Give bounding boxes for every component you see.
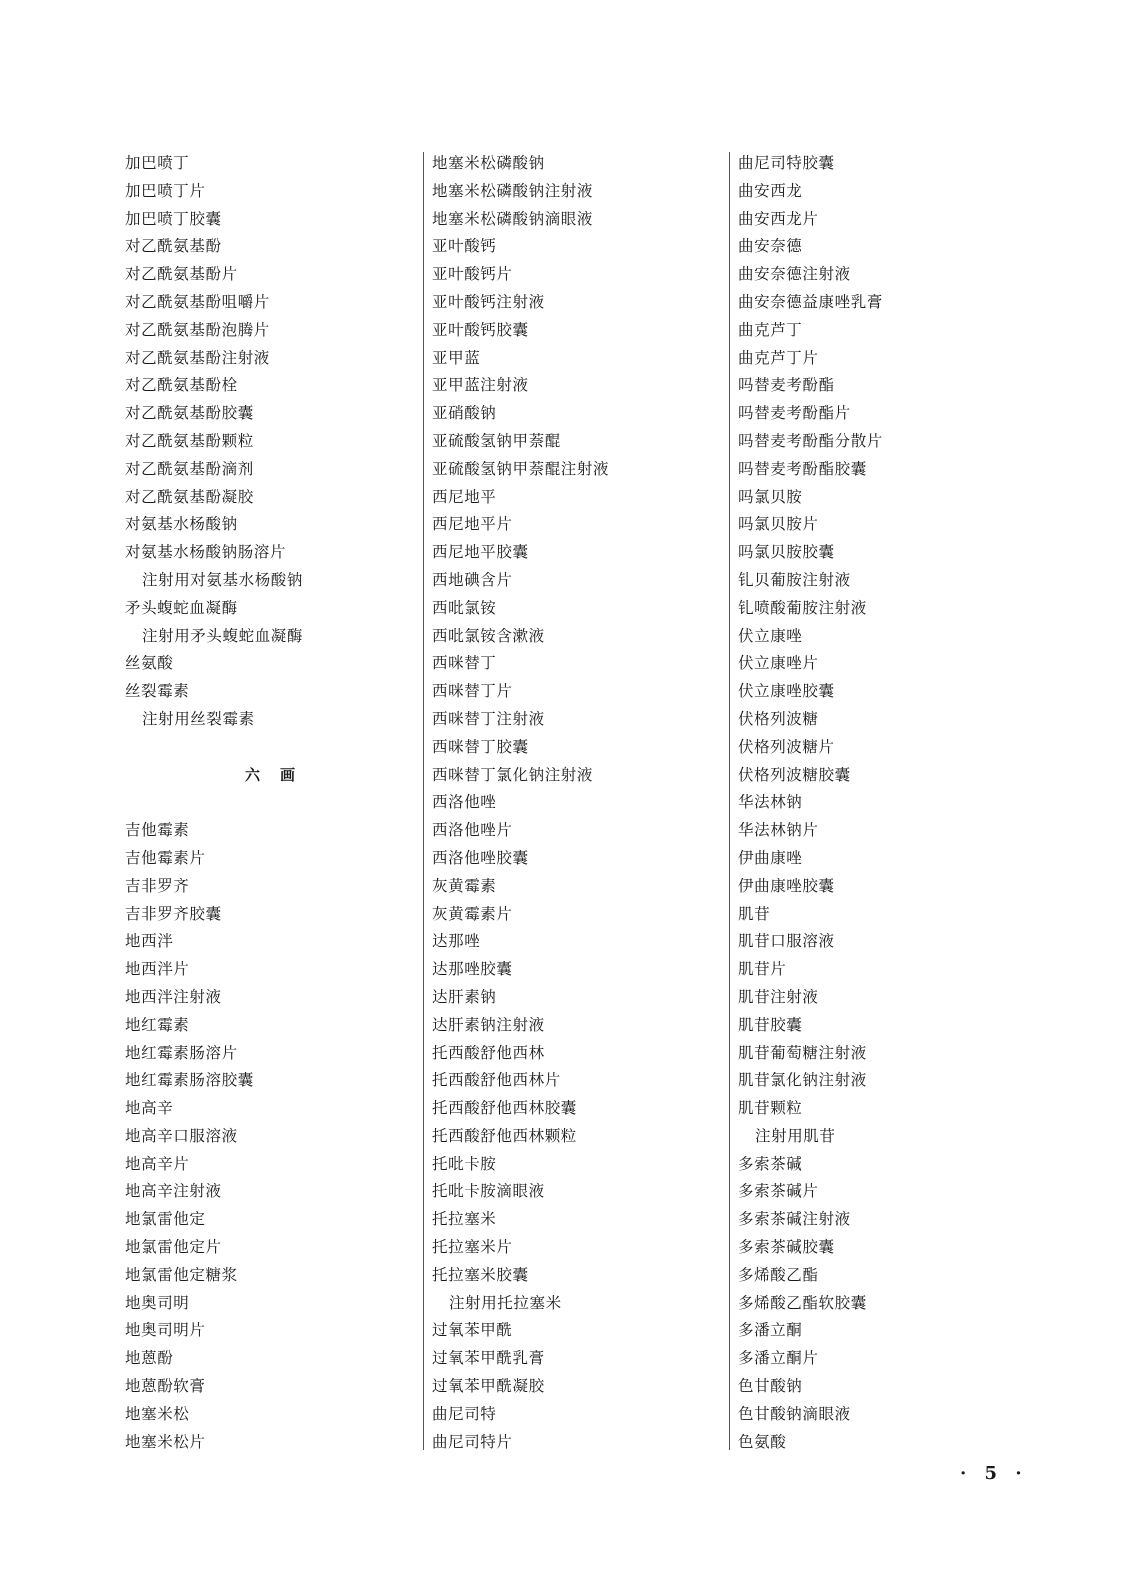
- index-entry: 过氧苯甲酰乳膏: [432, 1349, 545, 1368]
- index-entry: 对乙酰氨基酚注射液: [125, 348, 270, 367]
- index-entry: 地奥司明: [125, 1293, 190, 1312]
- index-entry: 托拉塞米: [432, 1210, 497, 1229]
- index-entry: 色氨酸: [738, 1432, 787, 1451]
- index-entry: 地高辛注射液: [125, 1182, 222, 1201]
- index-entry: 曲安西龙片: [738, 209, 819, 228]
- index-entry: 地氯雷他定片: [125, 1238, 222, 1257]
- index-column-2: [432, 150, 722, 1456]
- index-column-3: [738, 150, 1038, 1456]
- index-entry: 丝氨酸: [125, 654, 174, 673]
- index-entry: 曲克芦丁: [738, 320, 803, 339]
- index-entry: 托拉塞米片: [432, 1238, 513, 1257]
- index-entry: 地红霉素肠溶片: [125, 1043, 238, 1062]
- index-entry: 达肝素钠: [432, 987, 497, 1006]
- index-entry: 西地碘含片: [432, 570, 513, 589]
- index-entry: 曲克芦丁片: [738, 348, 819, 367]
- index-entry: 吗氯贝胺胶囊: [738, 543, 835, 562]
- index-entry: 华法林钠片: [738, 821, 819, 840]
- column-divider-2: [729, 152, 730, 1450]
- index-entry: 多潘立酮: [738, 1321, 803, 1340]
- index-entry: 地蒽酚软膏: [125, 1377, 206, 1396]
- page-number: · 5 ·: [960, 1463, 1028, 1484]
- index-entry: 西尼地平胶囊: [432, 543, 529, 562]
- index-entry: 多索茶碱胶囊: [738, 1238, 835, 1257]
- index-entry: 地西泮片: [125, 960, 190, 979]
- index-entry: 对乙酰氨基酚: [125, 237, 222, 256]
- index-entry: 地塞米松磷酸钠: [432, 154, 545, 172]
- index-entry: 亚硫酸氢钠甲萘醌注射液: [432, 459, 610, 478]
- spacer: [125, 789, 415, 817]
- index-entry: 色甘酸钠: [738, 1377, 803, 1396]
- index-entry: 西咪替丁片: [432, 682, 513, 701]
- index-entry: 吉他霉素: [125, 821, 190, 840]
- spacer: [125, 734, 415, 762]
- index-entry: 多烯酸乙酯: [738, 1265, 819, 1284]
- index-entry: 伏立康唑: [738, 626, 803, 645]
- index-entry: 肌苷: [738, 904, 771, 923]
- index-entry: 地奥司明片: [125, 1321, 206, 1340]
- index-entry: 肌苷葡萄糖注射液: [738, 1043, 867, 1062]
- index-entry: 地蒽酚: [125, 1349, 174, 1368]
- index-entry: 地红霉素肠溶胶囊: [125, 1071, 254, 1090]
- index-entry: 地塞米松磷酸钠滴眼液: [432, 209, 594, 228]
- index-entry: 吗氯贝胺: [738, 487, 803, 506]
- index-entry: 对乙酰氨基酚泡腾片: [125, 320, 270, 339]
- index-entry: 肌苷注射液: [738, 987, 819, 1006]
- index-entry: 西咪替丁注射液: [432, 709, 545, 728]
- index-entry: 西咪替丁胶囊: [432, 737, 529, 756]
- index-entry: 达那唑胶囊: [432, 960, 513, 979]
- index-entry: 伏立康唑片: [738, 654, 819, 673]
- index-entry: 地塞米松片: [125, 1432, 206, 1451]
- index-entry: 吗氯贝胺片: [738, 515, 819, 534]
- index-entry: 钆喷酸葡胺注射液: [738, 598, 867, 617]
- index-entry: 亚叶酸钙片: [432, 265, 513, 284]
- index-entry: 曲尼司特片: [432, 1432, 513, 1451]
- index-entry: 华法林钠: [738, 793, 803, 812]
- index-entry: 注射用丝裂霉素: [142, 709, 255, 728]
- index-entry: 吗替麦考酚酯: [738, 376, 835, 395]
- index-entry: 伊曲康唑胶囊: [738, 876, 835, 895]
- index-entry: 吗替麦考酚酯分散片: [738, 431, 883, 450]
- index-entry: 亚硝酸钠: [432, 404, 497, 423]
- index-entry: 过氧苯甲酰凝胶: [432, 1377, 545, 1396]
- index-entry: 对乙酰氨基酚栓: [125, 376, 238, 395]
- index-entry: 地红霉素: [125, 1015, 190, 1034]
- index-entry: 吉非罗齐胶囊: [125, 904, 222, 923]
- index-entry: 伊曲康唑: [738, 848, 803, 867]
- index-entry: 西洛他唑: [432, 793, 497, 812]
- index-entry: 地西泮注射液: [125, 987, 222, 1006]
- index-entry: 地氯雷他定: [125, 1210, 206, 1229]
- index-entry: 吗替麦考酚酯片: [738, 404, 851, 423]
- index-entry: 肌苷颗粒: [738, 1099, 803, 1118]
- index-entry: 托西酸舒他西林片: [432, 1071, 561, 1090]
- index-entry: 加巴喷丁片: [125, 181, 206, 200]
- index-entry: 丝裂霉素: [125, 682, 190, 701]
- index-entry: 多潘立酮片: [738, 1349, 819, 1368]
- index-entry: 对乙酰氨基酚颗粒: [125, 431, 254, 450]
- index-entry: 对乙酰氨基酚滴剂: [125, 459, 254, 478]
- index-entry: 西咪替丁氯化钠注射液: [432, 765, 594, 784]
- index-entry: 托拉塞米胶囊: [432, 1265, 529, 1284]
- index-entry: 托吡卡胺滴眼液: [432, 1182, 545, 1201]
- index-entry: 亚硫酸氢钠甲萘醌: [432, 431, 561, 450]
- index-entry: 托吡卡胺: [432, 1154, 497, 1173]
- index-entry: 多索茶碱注射液: [738, 1210, 851, 1229]
- index-entry: 托西酸舒他西林颗粒: [432, 1126, 577, 1145]
- index-entry: 伏格列波糖胶囊: [738, 765, 851, 784]
- index-entry: 加巴喷丁胶囊: [125, 209, 222, 228]
- index-entry: 注射用对氨基水杨酸钠: [142, 570, 304, 589]
- index-entry: 注射用托拉塞米: [449, 1293, 562, 1312]
- index-entry: 对乙酰氨基酚片: [125, 265, 238, 284]
- index-entry: 西尼地平: [432, 487, 497, 506]
- index-entry: 亚甲蓝: [432, 348, 481, 367]
- index-entry: 曲安奈德益康唑乳膏: [738, 292, 883, 311]
- index-entry: 曲安奈德注射液: [738, 265, 851, 284]
- index-entry: 伏格列波糖: [738, 709, 819, 728]
- section-heading: 六画: [245, 765, 316, 784]
- index-entry: 灰黄霉素片: [432, 904, 513, 923]
- index-entry: 曲尼司特胶囊: [738, 154, 835, 172]
- index-entry: 肌苷胶囊: [738, 1015, 803, 1034]
- index-entry: 地塞米松: [125, 1404, 190, 1423]
- index-entry: 肌苷片: [738, 960, 787, 979]
- index-entry: 伏立康唑胶囊: [738, 682, 835, 701]
- index-entry: 对乙酰氨基酚咀嚼片: [125, 292, 270, 311]
- index-entry: 对乙酰氨基酚凝胶: [125, 487, 254, 506]
- column-divider-1: [423, 152, 424, 1450]
- index-entry: 对氨基水杨酸钠: [125, 515, 238, 534]
- index-entry: 达那唑: [432, 932, 481, 951]
- index-entry: 加巴喷丁: [125, 154, 190, 172]
- index-entry: 注射用矛头蝮蛇血凝酶: [142, 626, 304, 645]
- index-entry: 地氯雷他定糖浆: [125, 1265, 238, 1284]
- index-entry: 西吡氯铵含漱液: [432, 626, 545, 645]
- index-entry: 曲尼司特: [432, 1404, 497, 1423]
- index-column-1: [125, 150, 415, 1456]
- index-entry: 色甘酸钠滴眼液: [738, 1404, 851, 1423]
- index-entry: 吉他霉素片: [125, 848, 206, 867]
- index-entry: 过氧苯甲酰: [432, 1321, 513, 1340]
- index-entry: 吗替麦考酚酯胶囊: [738, 459, 867, 478]
- index-entry: 地高辛片: [125, 1154, 190, 1173]
- index-entry: 多索茶碱片: [738, 1182, 819, 1201]
- index-entry: 肌苷口服溶液: [738, 932, 835, 951]
- index-entry: 多索茶碱: [738, 1154, 803, 1173]
- index-entry: 肌苷氯化钠注射液: [738, 1071, 867, 1090]
- index-entry: 西咪替丁: [432, 654, 497, 673]
- index-entry: 灰黄霉素: [432, 876, 497, 895]
- index-entry: 注射用肌苷: [755, 1126, 836, 1145]
- index-entry: 托西酸舒他西林: [432, 1043, 545, 1062]
- index-entry: 吉非罗齐: [125, 876, 190, 895]
- index-entry: 多烯酸乙酯软胶囊: [738, 1293, 867, 1312]
- index-entry: 地高辛口服溶液: [125, 1126, 238, 1145]
- index-entry: 对乙酰氨基酚胶囊: [125, 404, 254, 423]
- index-entry: 曲安西龙: [738, 181, 803, 200]
- index-entry: 钆贝葡胺注射液: [738, 570, 851, 589]
- index-entry: 伏格列波糖片: [738, 737, 835, 756]
- index-entry: 亚甲蓝注射液: [432, 376, 529, 395]
- index-entry: 对氨基水杨酸钠肠溶片: [125, 543, 287, 562]
- index-entry: 西尼地平片: [432, 515, 513, 534]
- index-entry: 地西泮: [125, 932, 174, 951]
- index-entry: 西洛他唑胶囊: [432, 848, 529, 867]
- index-entry: 亚叶酸钙: [432, 237, 497, 256]
- index-entry: 西洛他唑片: [432, 821, 513, 840]
- index-entry: 亚叶酸钙注射液: [432, 292, 545, 311]
- index-entry: 亚叶酸钙胶囊: [432, 320, 529, 339]
- index-entry: 地高辛: [125, 1099, 174, 1118]
- index-entry: 矛头蝮蛇血凝酶: [125, 598, 238, 617]
- index-entry: 达肝素钠注射液: [432, 1015, 545, 1034]
- index-entry: 地塞米松磷酸钠注射液: [432, 181, 594, 200]
- index-entry: 曲安奈德: [738, 237, 803, 256]
- index-entry: 西吡氯铵: [432, 598, 497, 617]
- index-entry: 托西酸舒他西林胶囊: [432, 1099, 577, 1118]
